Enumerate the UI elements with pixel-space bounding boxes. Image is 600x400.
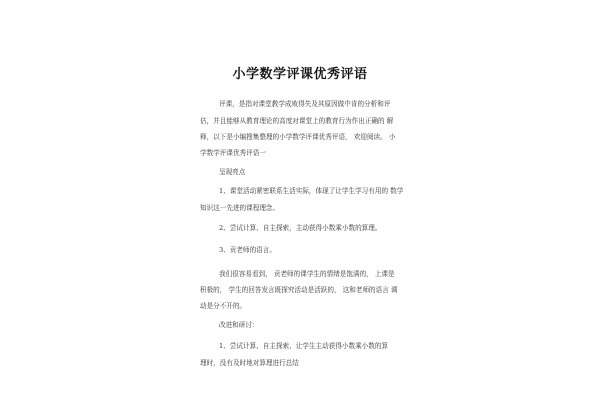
paragraph-line: 我们很容易看到， 贡老师的课学生的情绪是饱满的， 上课是 xyxy=(219,270,395,278)
list-item: 1、尝试计算、自主探索、让学生主动获得小数乘小数的算 xyxy=(219,342,389,350)
list-item-continuation: 理时，没有及时地对算理进行总结 xyxy=(200,359,299,367)
list-item: 1、课堂活动紧密联系生活实际，体现了让学生学习有用的 数学 xyxy=(219,187,404,195)
paragraph-line: 积极的， 学生的回答发言既探究活动是活跃的， 这和老师的语言 调 xyxy=(200,286,398,294)
list-item: 3、贡老师的语言。 xyxy=(219,246,276,254)
paragraph-line: 释，以下是小编搜集整理的小学数学评课优秀评语， 欢迎阅读。 小 xyxy=(200,133,396,141)
document-title: 小学数学评课优秀评语 xyxy=(232,67,368,82)
paragraph-line: 动是分不开的。 xyxy=(200,302,247,310)
list-item: 2、尝试计算、自主探索，主动获得小数乘小数的算理。 xyxy=(219,224,382,232)
list-item-continuation: 知识这一先进的课程理念。 xyxy=(200,204,280,212)
section-heading: 改进和研讨： xyxy=(219,321,259,329)
section-heading: 呈现亮点 xyxy=(219,168,246,176)
paragraph-line: 学数学评课优秀评语一 xyxy=(200,149,266,157)
paragraph-line: 评课，是指对课堂教学成败得失及其原因做中肯的分析和评 xyxy=(219,100,391,108)
paragraph-line: 估，并且能够从教育理论的高度对课堂上的教育行为作出正确的 解 xyxy=(200,117,394,125)
